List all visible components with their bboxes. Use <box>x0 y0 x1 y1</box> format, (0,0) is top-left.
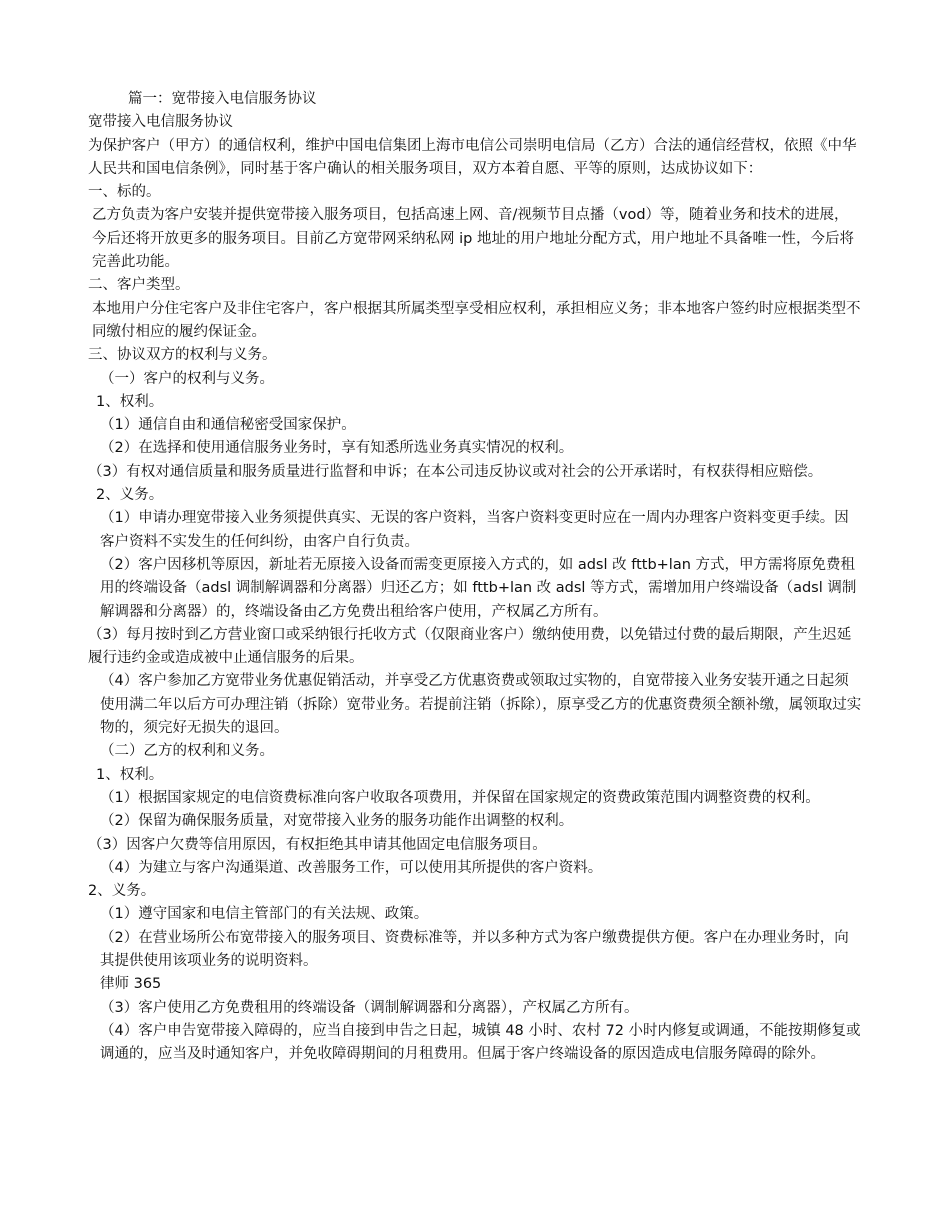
party-2-right-4: （4）为建立与客户沟通渠道、改善服务工作，可以使用其所提供的客户资料。 <box>100 859 603 876</box>
section-2-body: 本地用户分住宅客户及非住宅客户，客户根据其所属类型享受相应权利，承担相应义务；非本地客户签约时应根据类型不同缴付相应的履约保证金。 <box>92 300 861 340</box>
document-heading: 篇一：宽带接入电信服务协议 <box>128 91 317 107</box>
party-1-right-2: （2）在选择和使用通信服务业务时，享有知悉所选业务真实情况的权利。 <box>100 440 574 457</box>
section-1-title: 一、标的。 <box>88 184 161 201</box>
party-1-duty-2: （2）客户因移机等原因，新址若无原接入设备而需变更原接入方式的，如 adsl 改 fttb+lan 方式，甲方需将原免费租用的终端设备（adsl 调制解调器和分离器）归还乙方；如 fttb+lan 改 adsl 等方式，需增加用户终端设备（adsl 调制解调器和分离器）的，终端设备由乙方免费出租给客户使用，产权属乙方所有。 <box>100 556 857 620</box>
party-1-duty-1: （1）申请办理宽带接入业务须提供真实、无误的客户资料，当客户资料变更时应在一周内办理客户资料变更手续。因客户资料不实发生的任何纠纷，由客户自行负责。 <box>100 510 849 550</box>
section-1-body: 乙方负责为客户安装并提供宽带接入服务项目，包括高速上网、音/视频节目点播（vod）等，随着业务和技术的进展，今后还将开放更多的服务项目。目前乙方宽带网采纳私网 ip 地址的用户地址分配方式，用户地址不具备唯一性，今后将完善此功能。 <box>92 207 854 271</box>
party-1-title: （一）客户的权利与义务。 <box>100 370 274 387</box>
party-2-duty-3: （3）客户使用乙方免费租用的终端设备（调制解调器和分离器），产权属乙方所有。 <box>100 999 639 1016</box>
party-2-duties-heading: 2、义务。 <box>88 883 156 900</box>
party-2-title: （二）乙方的权利和义务。 <box>100 743 274 760</box>
party-1-duty-4: （4）客户参加乙方宽带业务优惠促销活动，并享受乙方优惠资费或领取过实物的，自宽带接入业务安装开通之日起须使用满二年以后方可办理注销（拆除）宽带业务。若提前注销（拆除），原享受乙方的优惠资费须全额补缴，属领取过实物的，须完好无损失的退回。 <box>100 673 862 737</box>
section-3-title: 三、协议双方的权利与义务。 <box>88 347 277 364</box>
party-2-right-1: （1）根据国家规定的电信资费标准向客户收取各项费用，并保留在国家规定的资费政策范围内调整资费的权利。 <box>100 789 820 806</box>
party-2-duty-1: （1）遵守国家和电信主管部门的有关法规、政策。 <box>100 906 429 923</box>
party-1-right-3: （3）有权对通信质量和服务质量进行监督和申诉；在本公司违反协议或对社会的公开承诺时，有权获得相应赔偿。 <box>88 463 823 480</box>
party-1-duty-3: （3）每月按时到乙方营业窗口或采纳银行托收方式（仅限商业客户）缴纳使用费，以免错过付费的最后期限，产生迟延履行违约金或造成被中止通信服务的后果。 <box>88 626 852 667</box>
party-1-duties-heading: 2、义务。 <box>96 487 164 504</box>
intro-paragraph: 为保护客户（甲方）的通信权利，维护中国电信集团上海市电信公司崇明电信局（乙方）合法的通信经营权，依照《中华人民共和国电信条例》，同时基于客户确认的相关服务项目，双方本着自愿、平等的原则，达成协议如下： <box>88 137 857 177</box>
section-2-title: 二、客户类型。 <box>88 277 190 294</box>
document-page <box>88 88 863 1066</box>
party-1-right-1: （1）通信自由和通信秘密受国家保护。 <box>100 417 356 434</box>
document-title: 宽带接入电信服务协议 <box>88 114 233 131</box>
party-1-rights-heading: 1、权利。 <box>96 393 164 410</box>
party-2-right-3: （3）因客户欠费等信用原因，有权拒绝其申请其他固定电信服务项目。 <box>88 836 547 853</box>
party-2-duty-4: （4）客户申告宽带接入障碍的，应当自接到申告之日起，城镇 48 小时、农村 72 小时内修复或调通，不能按期修复或调通的，应当及时通知客户，并免收障碍期间的月租费用。但属于客户终端设备的原因造成电信服务障碍的除外。 <box>100 1022 861 1063</box>
lawyer-note: 律师 365 <box>100 976 162 993</box>
party-2-duty-2: （2）在营业场所公布宽带接入的服务项目、资费标准等，并以多种方式为客户缴费提供方便。客户在办理业务时，向其提供使用该项业务的说明资料。 <box>100 929 849 969</box>
party-2-right-2: （2）保留为确保服务质量，对宽带接入业务的服务功能作出调整的权利。 <box>100 813 574 830</box>
party-2-rights-heading: 1、权利。 <box>96 766 164 783</box>
